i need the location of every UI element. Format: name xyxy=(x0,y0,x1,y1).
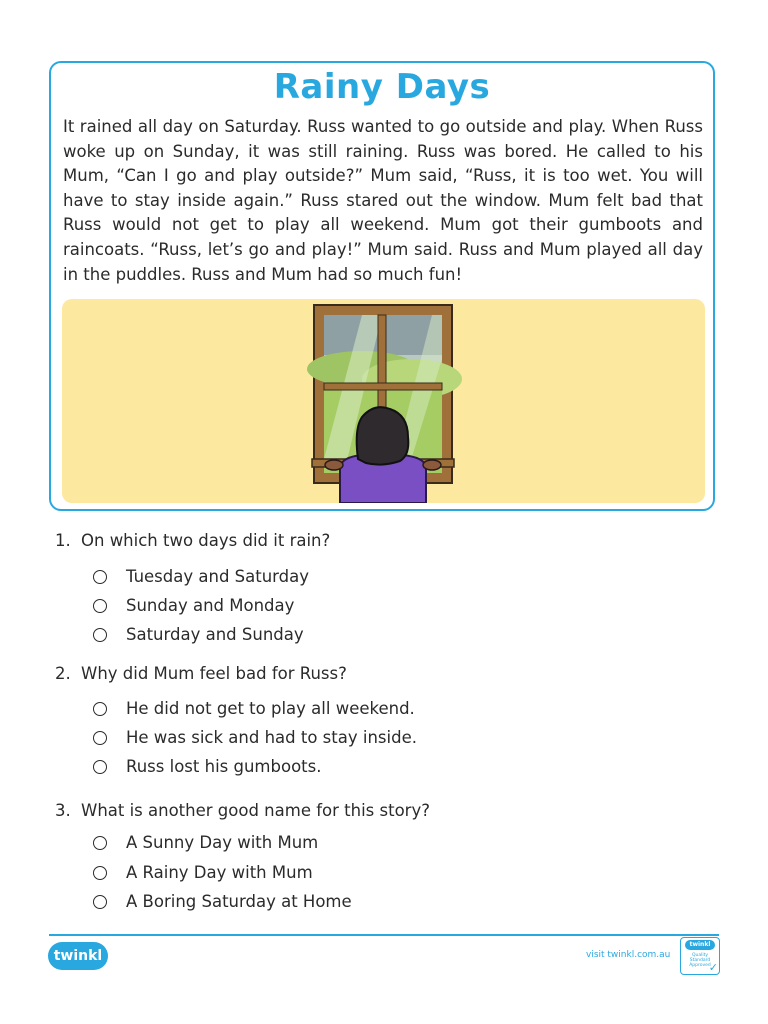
answer-option[interactable] xyxy=(93,596,294,615)
radio-circle-icon[interactable] xyxy=(93,866,107,880)
radio-circle-icon[interactable] xyxy=(93,570,107,584)
question-number: 1. xyxy=(55,531,71,550)
footer-divider xyxy=(49,934,719,936)
answer-option[interactable] xyxy=(93,757,321,776)
option-label: Saturday and Sunday xyxy=(126,625,304,644)
window-illustration xyxy=(62,299,705,503)
option-label: Sunday and Monday xyxy=(126,596,295,615)
question-2 xyxy=(55,664,347,683)
question-3 xyxy=(55,801,430,820)
radio-circle-icon[interactable] xyxy=(93,702,107,716)
answer-option[interactable] xyxy=(93,892,352,911)
answer-option[interactable] xyxy=(93,833,318,852)
badge-logo: twinkl xyxy=(685,940,715,950)
question-text: What is another good name for this story? xyxy=(81,801,430,820)
illustration-panel xyxy=(62,299,705,503)
question-number: 3. xyxy=(55,801,71,820)
question-text: On which two days did it rain? xyxy=(81,531,331,550)
page-title: Rainy Days xyxy=(273,67,491,107)
radio-circle-icon[interactable] xyxy=(93,760,107,774)
option-label: He did not get to play all weekend. xyxy=(126,699,415,718)
option-label: He was sick and had to stay inside. xyxy=(126,728,417,747)
radio-circle-icon[interactable] xyxy=(93,895,107,909)
story-box xyxy=(49,61,715,511)
answer-option[interactable] xyxy=(93,728,417,747)
answer-option[interactable] xyxy=(93,567,309,586)
badge-text: Quality Standard Approved xyxy=(689,953,711,968)
story-text: It rained all day on Saturday. Russ wanted to go outside and play. When Russ woke up on Sunday, it was still raining. Russ was bored. He called to his Mum, “Can I go and play outside?” Mum said, “Russ, it is too wet. You will have to stay inside again.” Russ stared out the window. Mum felt bad that Russ would not get to play all weekend. Mum got their gumboots and raincoats. “Russ, let’s go and play!” Mum said. Russ and Mum played all day in the puddles. Russ and Mum had so much fun! xyxy=(63,117,703,284)
option-label: A Rainy Day with Mum xyxy=(126,863,313,882)
question-1 xyxy=(55,531,330,550)
radio-circle-icon[interactable] xyxy=(93,628,107,642)
quality-badge xyxy=(680,937,720,975)
radio-circle-icon[interactable] xyxy=(93,731,107,745)
radio-circle-icon[interactable] xyxy=(93,599,107,613)
option-label: Russ lost his gumboots. xyxy=(126,757,322,776)
answer-option[interactable] xyxy=(93,863,313,882)
checkmark-icon: ✓ xyxy=(708,961,718,974)
visit-link[interactable]: visit twinkl.com.au xyxy=(586,950,671,960)
twinkl-logo[interactable]: twinkl xyxy=(48,942,108,970)
answer-option[interactable] xyxy=(93,625,304,644)
option-label: A Boring Saturday at Home xyxy=(126,892,352,911)
option-label: Tuesday and Saturday xyxy=(126,567,310,586)
question-text: Why did Mum feel bad for Russ? xyxy=(81,664,347,683)
question-number: 2. xyxy=(55,664,71,683)
option-label: A Sunny Day with Mum xyxy=(126,833,319,852)
answer-option[interactable] xyxy=(93,699,415,718)
radio-circle-icon[interactable] xyxy=(93,836,107,850)
